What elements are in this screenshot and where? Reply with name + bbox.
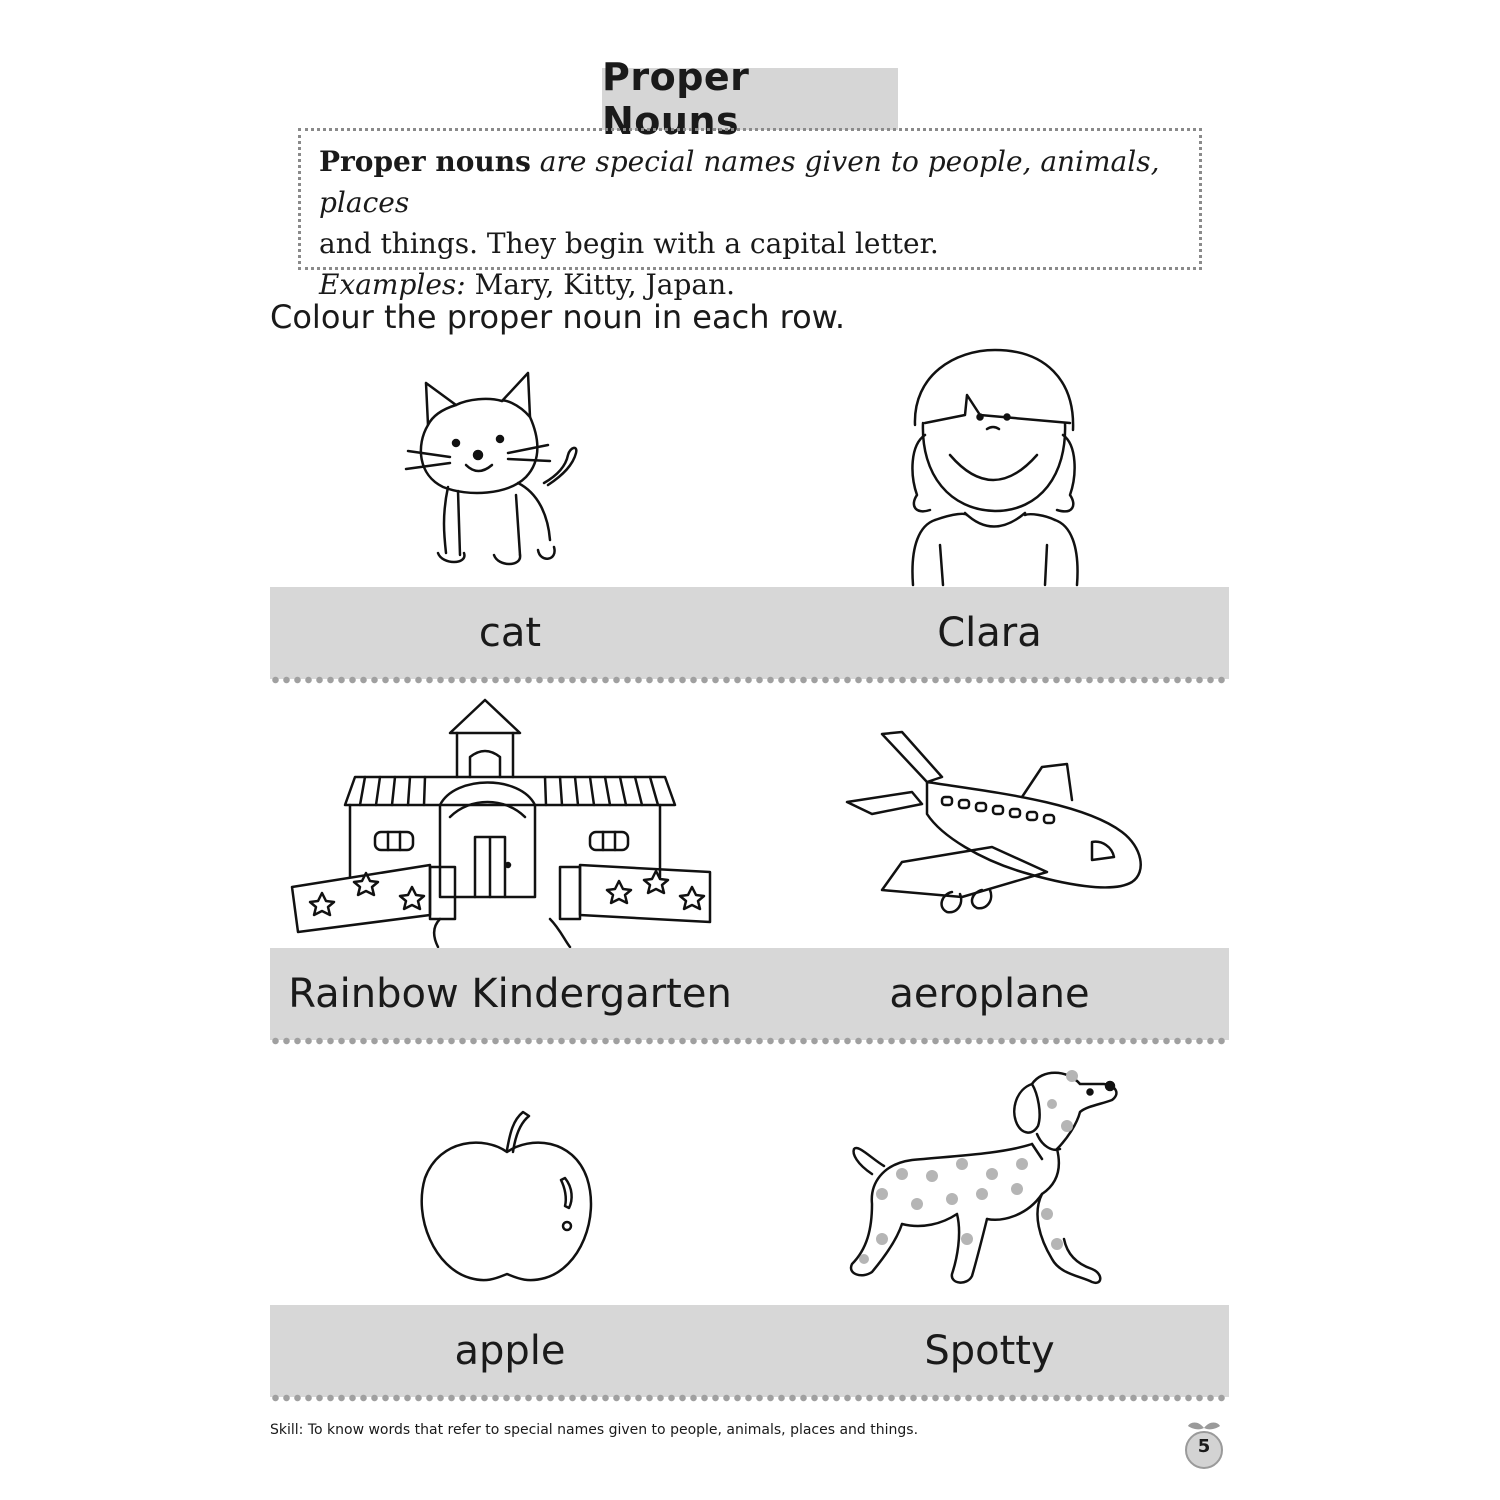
- cat-icon: [398, 365, 588, 575]
- page-title: Proper Nouns: [602, 55, 750, 143]
- school-icon: [290, 697, 715, 949]
- skill-note: Skill: To know words that refer to special names given to people, animals, places and things.: [270, 1422, 919, 1438]
- word-band-row-1: [270, 587, 1229, 679]
- word-option-clara[interactable]: Clara: [937, 610, 1042, 656]
- word-option-apple[interactable]: apple: [454, 1328, 566, 1374]
- examples-label: Examples:: [319, 268, 466, 301]
- dotted-divider: [270, 675, 1229, 685]
- page-number-badge: [1184, 1418, 1224, 1470]
- definition-term: Proper nouns: [319, 145, 531, 178]
- word-band-row-3: [270, 1305, 1229, 1397]
- word-option-aeroplane[interactable]: aeroplane: [889, 971, 1090, 1017]
- word-band-row-2: [270, 948, 1229, 1040]
- aeroplane-icon: [842, 722, 1147, 922]
- apple-icon: [415, 1108, 600, 1286]
- definition-box: [298, 128, 1202, 301]
- definition-text: are special names given to people, animals, places: [319, 145, 1160, 219]
- word-option-spotty[interactable]: Spotty: [924, 1328, 1055, 1374]
- title-banner: [602, 55, 898, 143]
- dotted-divider: [270, 1393, 1229, 1403]
- definition-line-1: [319, 141, 1181, 223]
- examples-list: Mary, Kitty, Japan.: [465, 268, 736, 301]
- dog-icon: [842, 1064, 1122, 1294]
- dotted-divider: [270, 1036, 1229, 1046]
- girl-icon: [895, 345, 1090, 587]
- instruction: Colour the proper noun in each row.: [270, 298, 846, 336]
- word-option-cat[interactable]: cat: [478, 610, 542, 656]
- word-option-rainbow-kindergarten[interactable]: Rainbow Kindergarten: [288, 971, 732, 1017]
- definition-line-2: and things. They begin with a capital letter.: [319, 227, 939, 260]
- page-number: 5: [1197, 1436, 1211, 1457]
